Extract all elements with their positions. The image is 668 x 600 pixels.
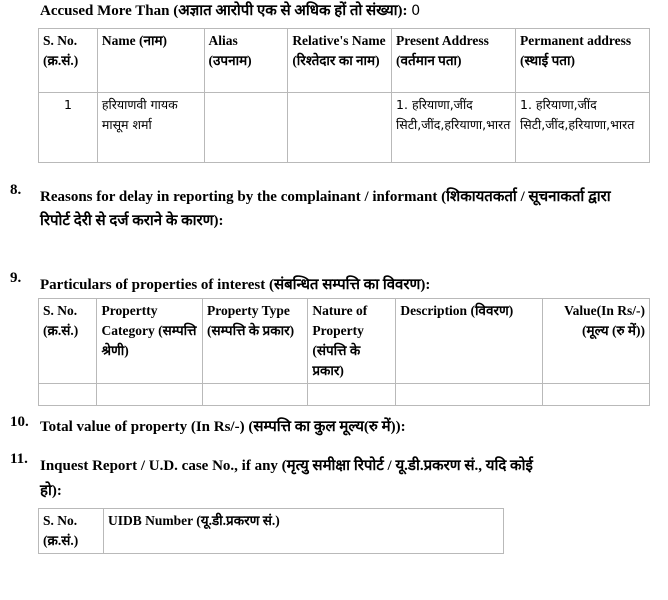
col-header-property-category: Propertty Category (सम्पत्ति श्रेणी): [97, 299, 203, 384]
accused-table-header-row: [39, 29, 650, 93]
col-header-property-type: Property Type (सम्पत्ति के प्रकार): [202, 299, 307, 384]
accused-table: [38, 28, 650, 163]
col-header-sno: S. No. (क्र.सं.): [39, 29, 98, 93]
inquest-table: [38, 508, 504, 554]
section-9-text: Particulars of properties of interest (संबन्धित सम्पत्ति का विवरण):: [40, 277, 431, 293]
inquest-table-header-row: [39, 509, 504, 554]
col-header-description: Description (विवरण): [396, 299, 542, 384]
cell-name: हरियाणवी गायक मासूम शर्मा: [97, 93, 204, 163]
col-header-permanent-address: Permanent address (स्थाई पता): [516, 29, 650, 93]
section-8-line1: Reasons for delay in reporting by the complainant / informant (शिकायतकर्ता / सूचनाकर्ता द्वारा: [40, 189, 611, 205]
accused-more-than: [40, 0, 420, 20]
empty-cell: [39, 384, 97, 406]
section-8-line2: रिपोर्ट देरी से दर्ज कराने के कारण):: [40, 213, 224, 229]
section-8-number: 8.: [10, 182, 22, 198]
section-9-number: 9.: [10, 270, 22, 286]
empty-cell: [308, 384, 396, 406]
col-header-uidb-number: UIDB Number (यू.डी.प्रकरण सं.): [104, 509, 504, 554]
cell-permanent-address: 1. हरियाणा,जींद सिटी,जींद,हरियाणा,भारत: [516, 93, 650, 163]
col-header-alias: Alias (उपनाम): [204, 29, 288, 93]
col-header-value: Value(In Rs/-) (मूल्य (रु में)): [542, 299, 649, 384]
section-10-number: 10.: [10, 414, 29, 430]
col-header-present-address: Present Address (वर्तमान पता): [392, 29, 516, 93]
accused-more-than-label: Accused More Than (अज्ञात आरोपी एक से अधिक हों तो संख्या):: [40, 3, 408, 19]
property-table: [38, 298, 650, 406]
accused-more-than-value: 0: [411, 3, 421, 19]
cell-alias: [204, 93, 288, 163]
col-header-relative: Relative's Name (रिश्तेदार का नाम): [288, 29, 392, 93]
empty-cell: [202, 384, 307, 406]
table-row: [39, 384, 650, 406]
empty-cell: [97, 384, 203, 406]
cell-present-address: 1. हरियाणा,जींद सिटी,जींद,हरियाणा,भारत: [392, 93, 516, 163]
col-header-name: Name (नाम): [97, 29, 204, 93]
section-11-number: 11.: [10, 451, 28, 467]
cell-relative: [288, 93, 392, 163]
table-row: [39, 93, 650, 163]
col-header-sno: S. No. (क्र.सं.): [39, 509, 104, 554]
property-table-header-row: [39, 299, 650, 384]
col-header-nature-of-property: Nature of Property (संपत्ति के प्रकार): [308, 299, 396, 384]
section-11-line1: Inquest Report / U.D. case No., if any (मृत्यु समीक्षा रिपोर्ट / यू.डी.प्रकरण सं., यदि कोई: [40, 458, 533, 474]
empty-cell: [542, 384, 649, 406]
section-11-line2: हो):: [40, 483, 62, 499]
cell-sno: 1: [39, 93, 98, 163]
section-10-text: Total value of property (In Rs/-) (सम्पत्ति का कुल मूल्य(रु में)):: [40, 419, 406, 435]
empty-cell: [396, 384, 542, 406]
col-header-sno: S. No. (क्र.सं.): [39, 299, 97, 384]
